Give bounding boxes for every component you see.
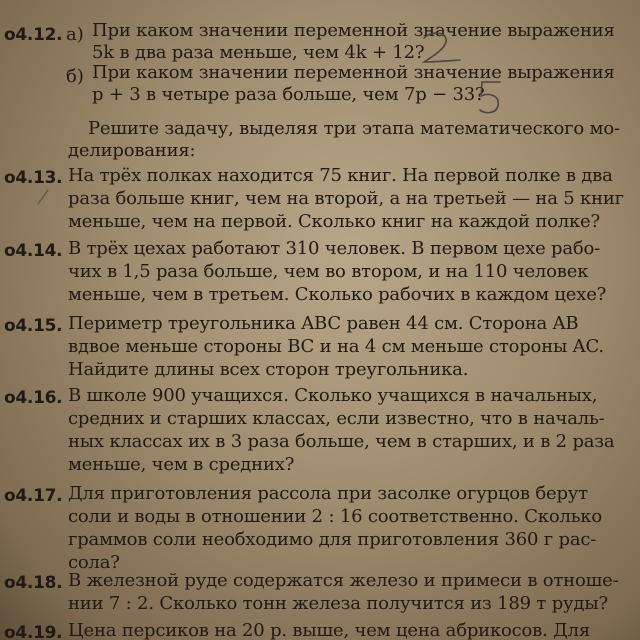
problem-text-line: меньше, чем в средних? [68, 454, 295, 475]
problem-text-line: граммов соли необходимо для приготовления 360 г рас- [68, 529, 597, 550]
problem-number: o4.12. [4, 25, 63, 45]
problem-text-line: меньше, чем на первой. Сколько книг на каждой полке? [68, 211, 600, 232]
problem-number: o4.13. [4, 168, 63, 188]
problem-text-line: Периметр треугольника ABC равен 44 см. Сторона AB [68, 313, 579, 334]
problem-text-line: Найдите длины всех сторон треугольника. [68, 359, 469, 380]
sub-label-a: а) [66, 24, 84, 45]
problem-text-line: чих в 1,5 раза больше, чем во втором, и на 110 человек [68, 261, 589, 282]
problem-text-line: ных классах их в 3 раза больше, чем в старших, и в 2 раза [68, 431, 615, 452]
problem-text-line: При каком значении переменной значение выражения [92, 62, 615, 83]
problem-text-line: 5k в два раза меньше, чем 4k + 12? [92, 42, 425, 63]
problem-number: o4.17. [4, 486, 63, 506]
problem-text-line: p + 3 в четыре раза больше, чем 7p − 33? [92, 84, 485, 105]
problem-text-line: Для приготовления рассола при засолке огурцов берут [68, 483, 588, 504]
problem-text-line: В школе 900 учащихся. Сколько учащихся в начальных, [68, 385, 598, 406]
problem-text-line: раза больше книг, чем на второй, а на третьей — на 5 книг [68, 188, 624, 209]
intro-line: Решите задачу, выделяя три этапа математического мо- [88, 118, 620, 139]
pencil-mark-2 [410, 28, 470, 68]
problem-text-line: соли и воды в отношении 2 : 16 соответственно. Сколько [68, 506, 602, 527]
problem-number: o4.18. [4, 573, 63, 593]
problem-number: o4.15. [4, 316, 63, 336]
pencil-mark-5 [470, 76, 510, 120]
intro-line: делирования: [68, 140, 196, 161]
pencil-tick-mark [34, 186, 54, 208]
sub-label-b: б) [66, 66, 84, 87]
problem-text-line: В железной руде содержатся железо и примеси в отноше- [68, 570, 619, 591]
problem-text-line: нии 7 : 2. Сколько тонн железа получится из 189 т руды? [68, 593, 608, 614]
problem-text-line: В трёх цехах работают 310 человек. В первом цехе рабо- [68, 238, 601, 259]
problem-text-line: средних и старших классах, если известно, что в началь- [68, 408, 605, 429]
problem-number: o4.16. [4, 388, 63, 408]
problem-text-line: При каком значении переменной значение выражения [92, 20, 615, 41]
problem-number: o4.14. [4, 241, 63, 261]
problem-text-line: вдвое меньше стороны BC и на 4 см меньше стороны AC. [68, 336, 604, 357]
problem-text-line: сола? [68, 552, 120, 573]
problem-text-line: На трёх полках находится 75 книг. На первой полке в два [68, 165, 613, 186]
problem-number: o4.19. [4, 623, 63, 640]
problem-text-line: меньше, чем в третьем. Сколько рабочих в каждом цехе? [68, 284, 607, 305]
problem-text-line: Цена персиков на 20 р. выше, чем цена абрикосов. Для [68, 620, 590, 640]
